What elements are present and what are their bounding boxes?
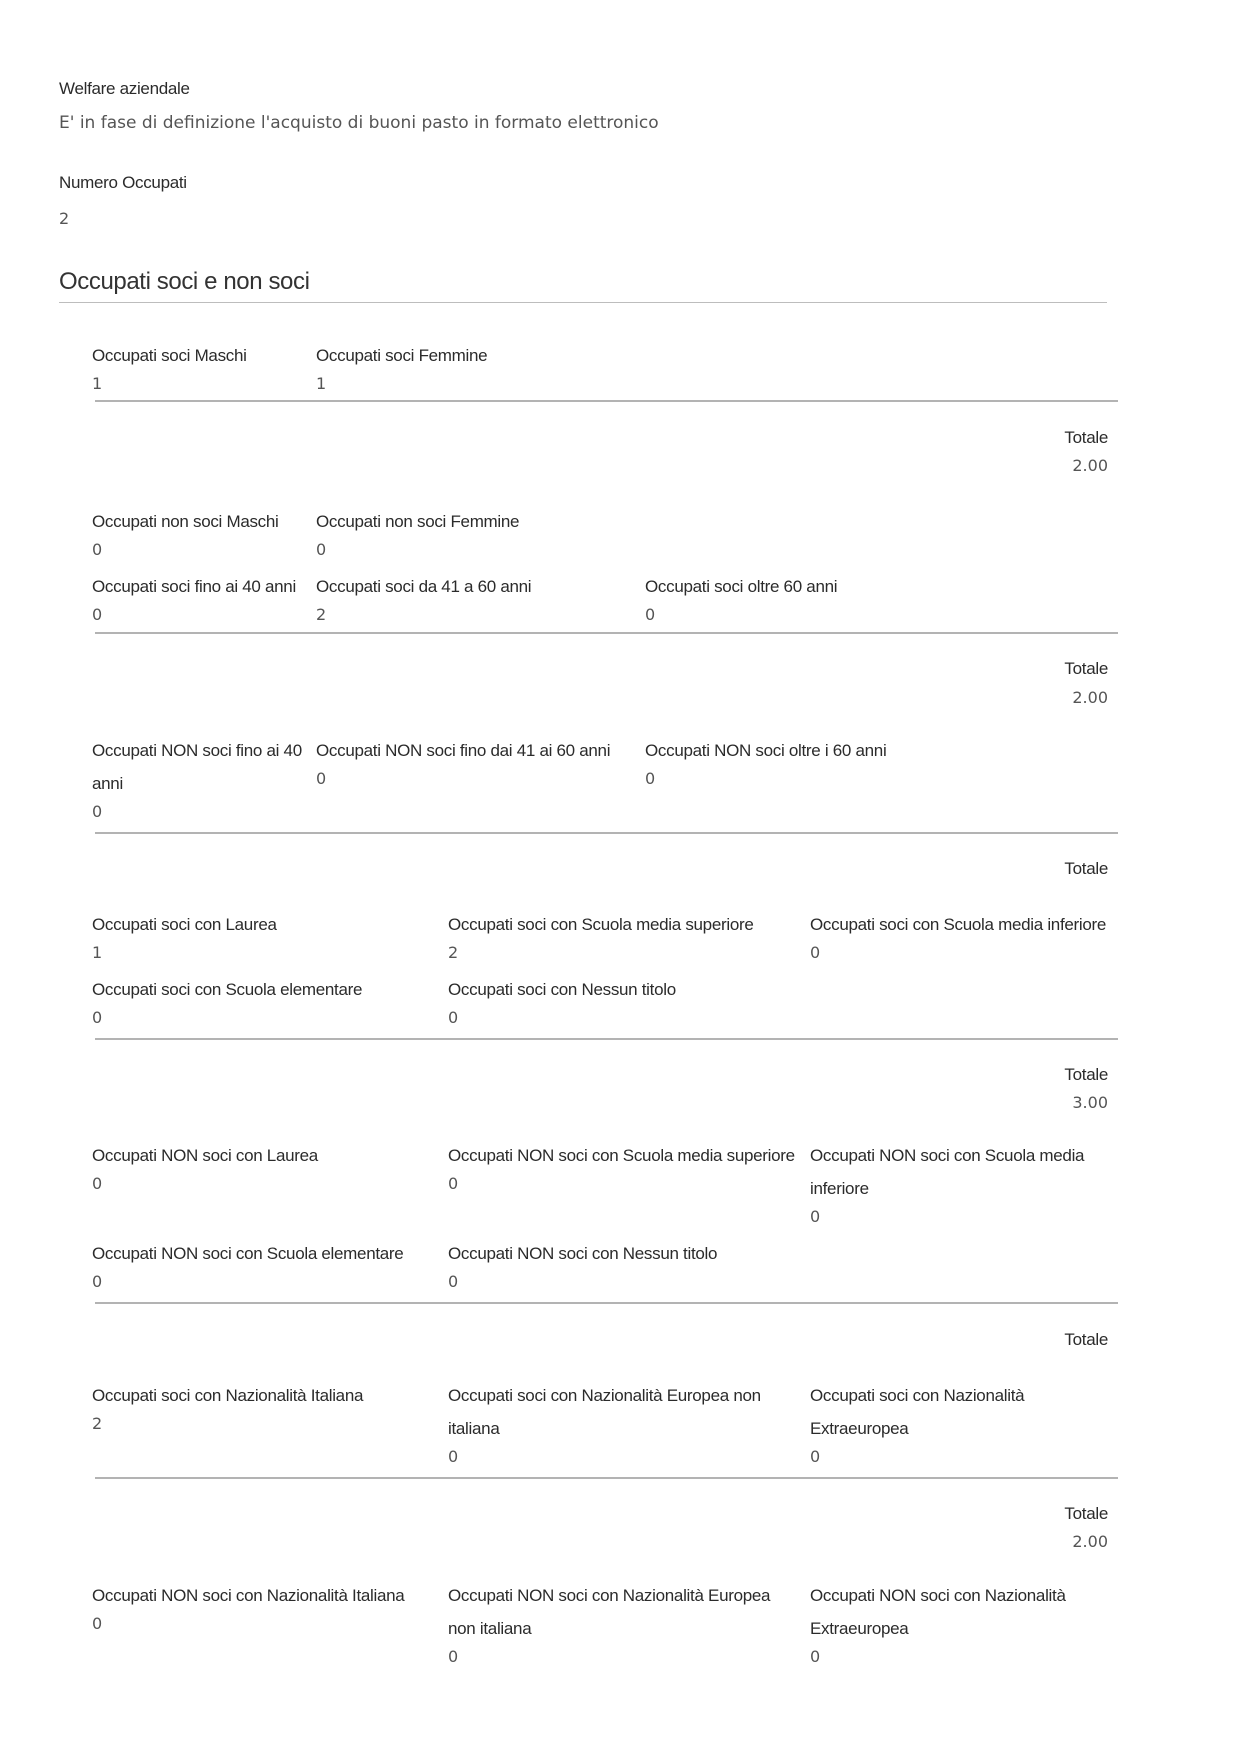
soci-maschi-label: Occupati soci Maschi: [92, 346, 247, 365]
non-soci-inferiore-label: Occupati NON soci con Scuola media inferiore: [810, 1146, 1085, 1198]
non-soci-femmine-label: Occupati non soci Femmine: [316, 512, 520, 531]
soci-oltre-60-value: 0: [645, 605, 656, 624]
soci-nessuno-value: 0: [448, 1008, 459, 1027]
soci-europea-value: 0: [448, 1447, 459, 1466]
non-soci-femmine-value: 0: [316, 540, 327, 559]
non-soci-nessuno-label: Occupati NON soci con Nessun titolo: [448, 1244, 718, 1263]
soci-italiana-label: Occupati soci con Nazionalità Italiana: [92, 1386, 364, 1405]
non-soci-fino-40-label: Occupati NON soci fino ai 40 anni: [92, 741, 302, 793]
soci-nessuno-label: Occupati soci con Nessun titolo: [448, 980, 676, 999]
soci-inferiore-value: 0: [810, 943, 821, 962]
totale-titolo-soci-value: 3.00: [1072, 1093, 1108, 1112]
welfare-label: Welfare aziendale: [59, 79, 190, 98]
soci-fino-40-value: 0: [92, 605, 103, 624]
non-soci-elementare-value: 0: [92, 1272, 103, 1291]
non-soci-fino-40-value: 0: [92, 802, 103, 821]
soci-oltre-60-label: Occupati soci oltre 60 anni: [645, 577, 838, 596]
totale-label: Totale: [1064, 859, 1108, 878]
non-soci-41-60-value: 0: [316, 769, 327, 788]
divider: [95, 1477, 1118, 1479]
totale-label: Totale: [1064, 659, 1108, 678]
soci-maschi-value: 1: [92, 374, 103, 393]
soci-fino-40-label: Occupati soci fino ai 40 anni: [92, 577, 296, 596]
non-soci-maschi-label: Occupati non soci Maschi: [92, 512, 279, 531]
divider: [95, 632, 1118, 634]
non-soci-41-60-label: Occupati NON soci fino dai 41 ai 60 anni: [316, 741, 611, 760]
non-soci-extraeuropea-value: 0: [810, 1647, 821, 1666]
soci-elementare-value: 0: [92, 1008, 103, 1027]
non-soci-nessuno-value: 0: [448, 1272, 459, 1291]
divider: [95, 832, 1118, 834]
soci-elementare-label: Occupati soci con Scuola elementare: [92, 980, 363, 999]
non-soci-elementare-label: Occupati NON soci con Scuola elementare: [92, 1244, 404, 1263]
numero-occupati-label: Numero Occupati: [59, 173, 187, 192]
divider: [95, 1302, 1118, 1304]
soci-41-60-label: Occupati soci da 41 a 60 anni: [316, 577, 532, 596]
non-soci-italiana-value: 0: [92, 1614, 103, 1633]
totale-eta-soci-value: 2.00: [1072, 688, 1108, 707]
non-soci-inferiore-value: 0: [810, 1207, 821, 1226]
soci-inferiore-label: Occupati soci con Scuola media inferiore: [810, 915, 1107, 934]
soci-superiore-label: Occupati soci con Scuola media superiore: [448, 915, 754, 934]
non-soci-laurea-value: 0: [92, 1174, 103, 1193]
soci-extraeuropea-label: Occupati soci con Nazionalità Extraeuropea: [810, 1386, 1025, 1438]
numero-occupati-value: 2: [59, 209, 70, 228]
soci-femmine-value: 1: [316, 374, 327, 393]
section-divider: [59, 302, 1107, 303]
non-soci-extraeuropea-label: Occupati NON soci con Nazionalità Extraeuropea: [810, 1586, 1066, 1638]
non-soci-maschi-value: 0: [92, 540, 103, 559]
totale-label: Totale: [1064, 1065, 1108, 1084]
soci-laurea-label: Occupati soci con Laurea: [92, 915, 277, 934]
soci-laurea-value: 1: [92, 943, 103, 962]
welfare-text: E' in fase di definizione l'acquisto di buoni pasto in formato elettronico: [59, 113, 659, 133]
soci-41-60-value: 2: [316, 605, 327, 624]
soci-europea-label: Occupati soci con Nazionalità Europea non italiana: [448, 1386, 761, 1438]
soci-italiana-value: 2: [92, 1414, 103, 1433]
non-soci-laurea-label: Occupati NON soci con Laurea: [92, 1146, 318, 1165]
totale-label: Totale: [1064, 1504, 1108, 1523]
section-title: Occupati soci e non soci: [59, 268, 310, 295]
divider: [95, 1038, 1118, 1040]
soci-superiore-value: 2: [448, 943, 459, 962]
non-soci-superiore-label: Occupati NON soci con Scuola media superiore: [448, 1146, 795, 1165]
non-soci-italiana-label: Occupati NON soci con Nazionalità Italiana: [92, 1586, 405, 1605]
non-soci-europea-label: Occupati NON soci con Nazionalità Europea non italiana: [448, 1586, 771, 1638]
soci-femmine-label: Occupati soci Femmine: [316, 346, 488, 365]
totale-label: Totale: [1064, 428, 1108, 447]
divider: [95, 400, 1118, 402]
non-soci-europea-value: 0: [448, 1647, 459, 1666]
non-soci-superiore-value: 0: [448, 1174, 459, 1193]
totale-genere-soci-value: 2.00: [1072, 456, 1108, 475]
totale-nazionalita-soci-value: 2.00: [1072, 1532, 1108, 1551]
non-soci-oltre-60-label: Occupati NON soci oltre i 60 anni: [645, 741, 887, 760]
totale-label: Totale: [1064, 1330, 1108, 1349]
non-soci-oltre-60-value: 0: [645, 769, 656, 788]
soci-extraeuropea-value: 0: [810, 1447, 821, 1466]
